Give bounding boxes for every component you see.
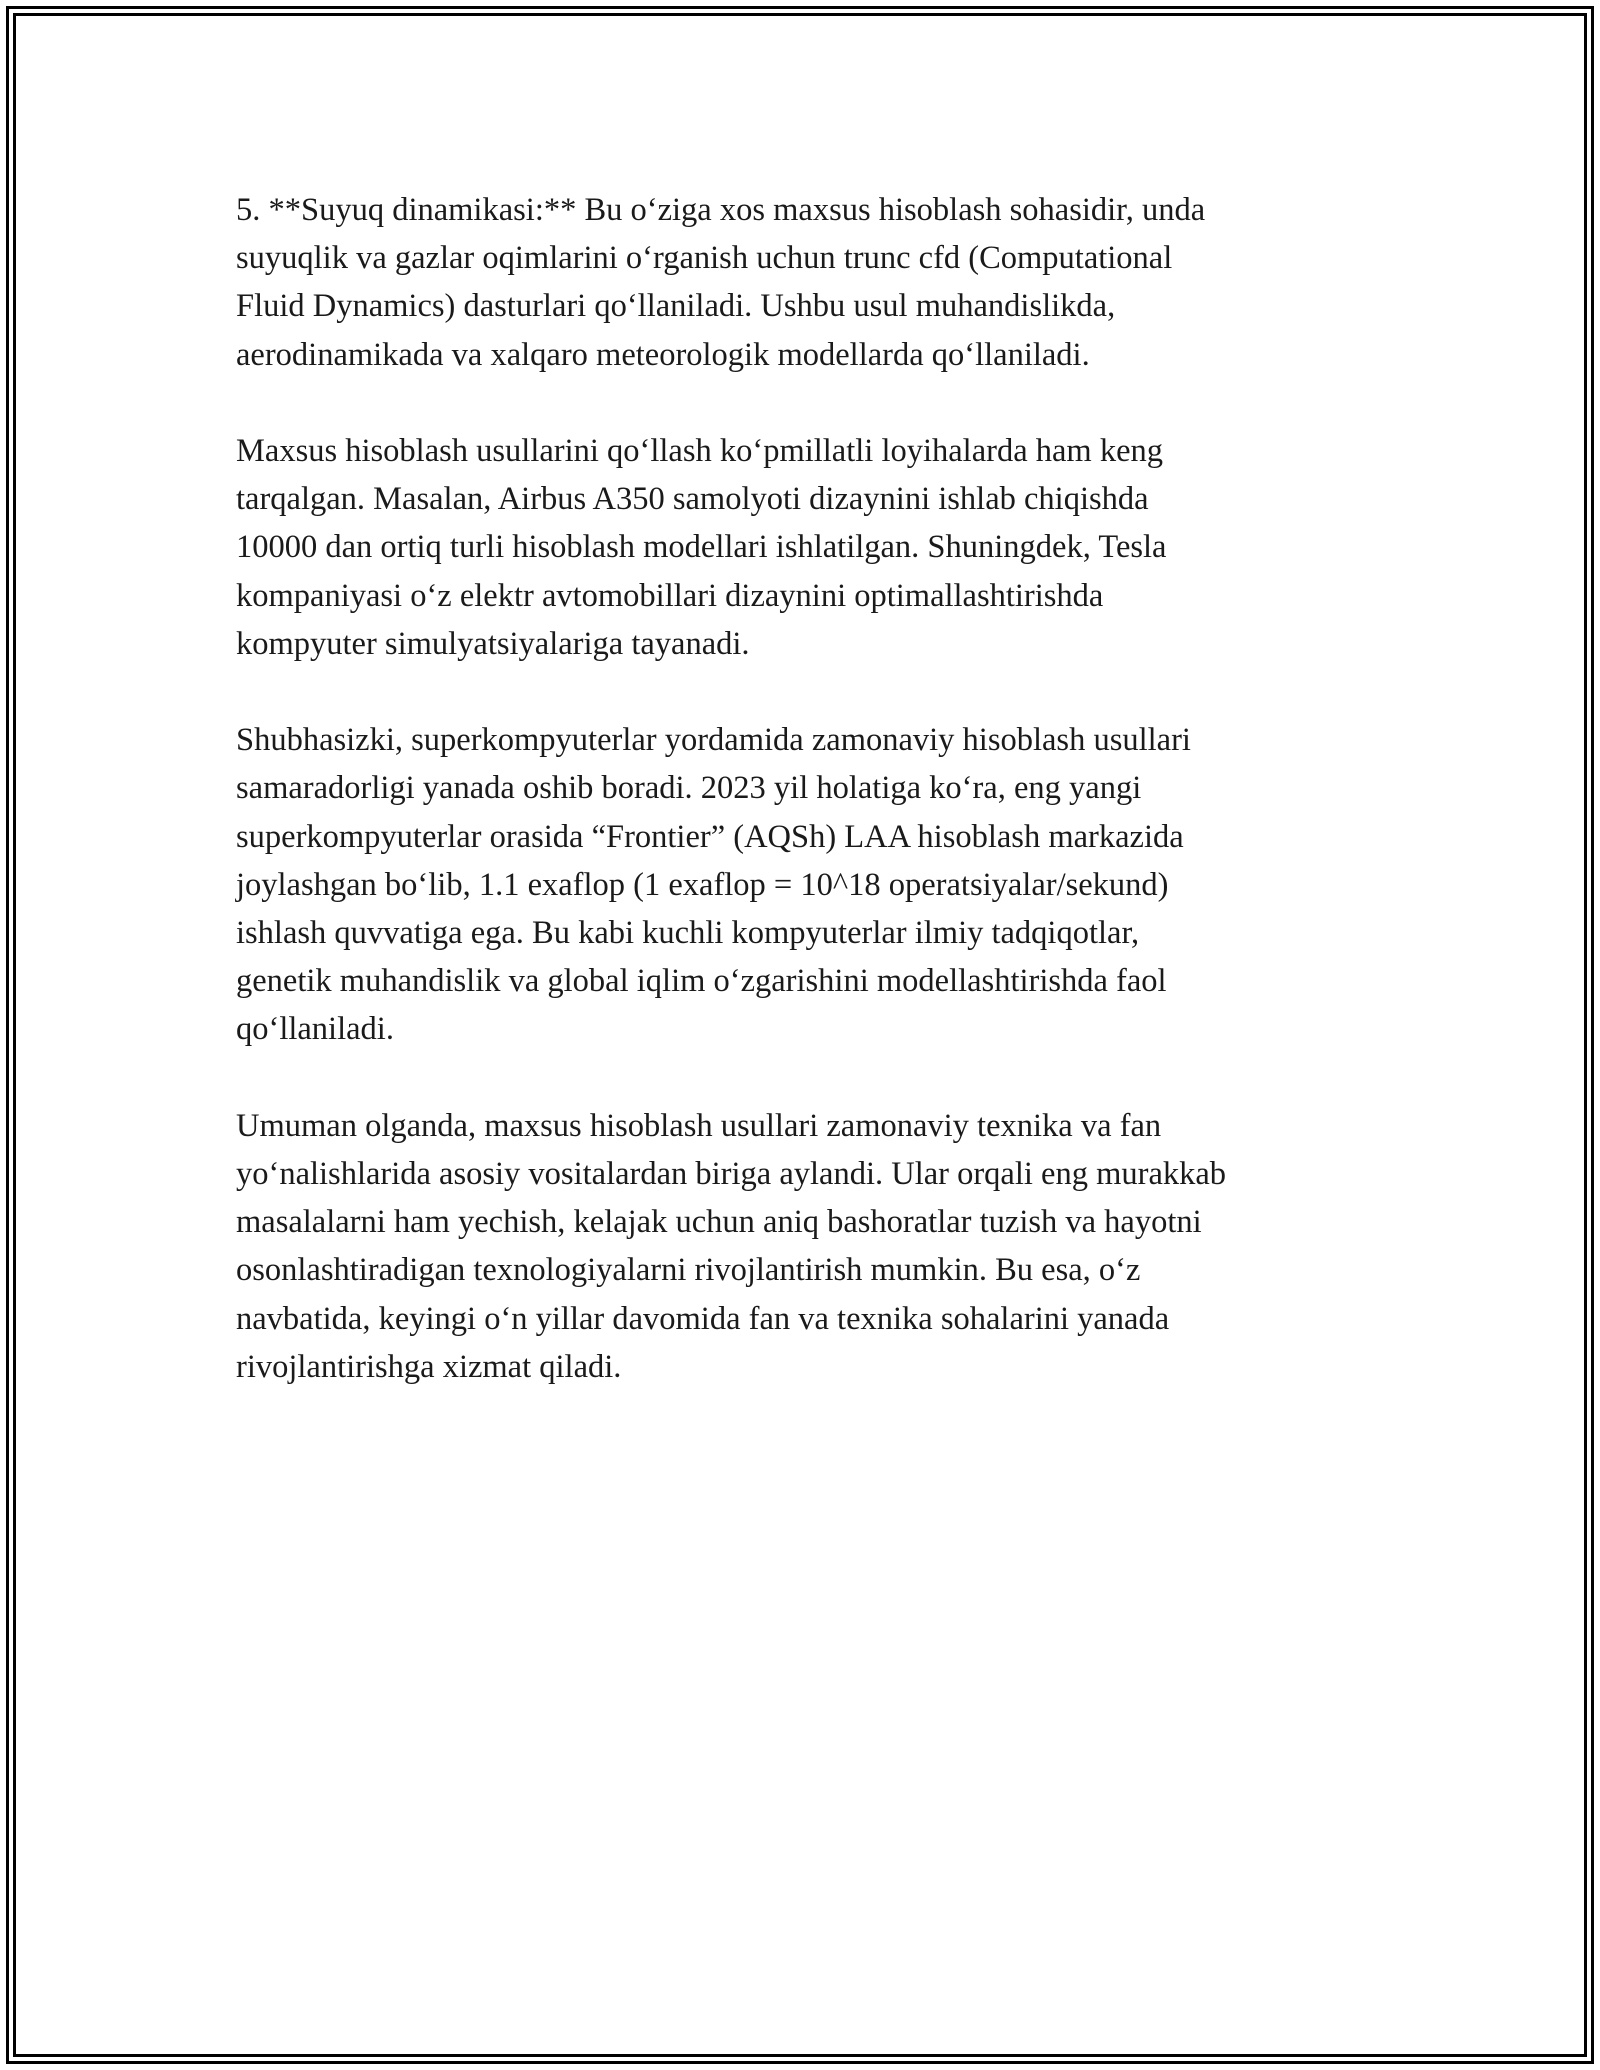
paragraph-conclusion: Umuman olganda, maxsus hisoblash usullari zamonaviy texnika va fan yo‘nalishlarida asosiy vositalardan biriga aylandi. Ular orqali eng murakkab masalalarni ham yechish, kelajak uchun aniq bashoratlar tuzish va hayotni osonlashtiradigan texnologiyalarni rivojlantirish mumkin. Bu esa, o‘z navbatida, keyingi o‘n yillar davomida fan va texnika sohalarini yanada rivojlantirishga xizmat qiladi. [236, 1107, 1227, 1385]
paragraph-special-methods-projects: Maxsus hisoblash usullarini qo‘llash ko‘pmillatli loyihalarda ham keng tarqalgan. Masalan, Airbus A350 samolyoti dizaynini ishlab chiqishda 10000 dan ortiq turli hisoblash modellari ishlatilgan. Shuningdek, Tesla kompaniyasi o‘z elektr avtomobillari dizaynini optimallashtirishda kompyuter simulyatsiyalariga tayanadi. [236, 433, 1167, 662]
paragraph-fluid-dynamics: 5. **Suyuq dinamikasi:** Bu o‘ziga xos maxsus hisoblash sohasidir, unda suyuqlik va gazlar oqimlarini o‘rganish uchun trunc cfd (Computational Fluid Dynamics) dasturlari qo‘llaniladi. Ushbu usul muhandislikda, aerodinamikada va xalqaro meteorologik modellarda qo‘llaniladi. [236, 192, 1206, 373]
document-body [236, 186, 1386, 1439]
paragraph-supercomputers: Shubhasizki, superkompyuterlar yordamida zamonaviy hisoblash usullari samaradorligi yanada oshib boradi. 2023 yil holatiga ko‘ra, eng yangi superkompyuterlar orasida “Frontier” (AQSh) LAA hisoblash markazida joylashgan bo‘lib, 1.1 exaflop (1 exaflop = 10^18 operatsiyalar/sekund) ishlash quvvatiga ega. Bu kabi kuchli kompyuterlar ilmiy tadqiqotlar, genetik muhandislik va global iqlim o‘zgarishini modellashtirishda faol qo‘llaniladi. [236, 722, 1191, 1048]
